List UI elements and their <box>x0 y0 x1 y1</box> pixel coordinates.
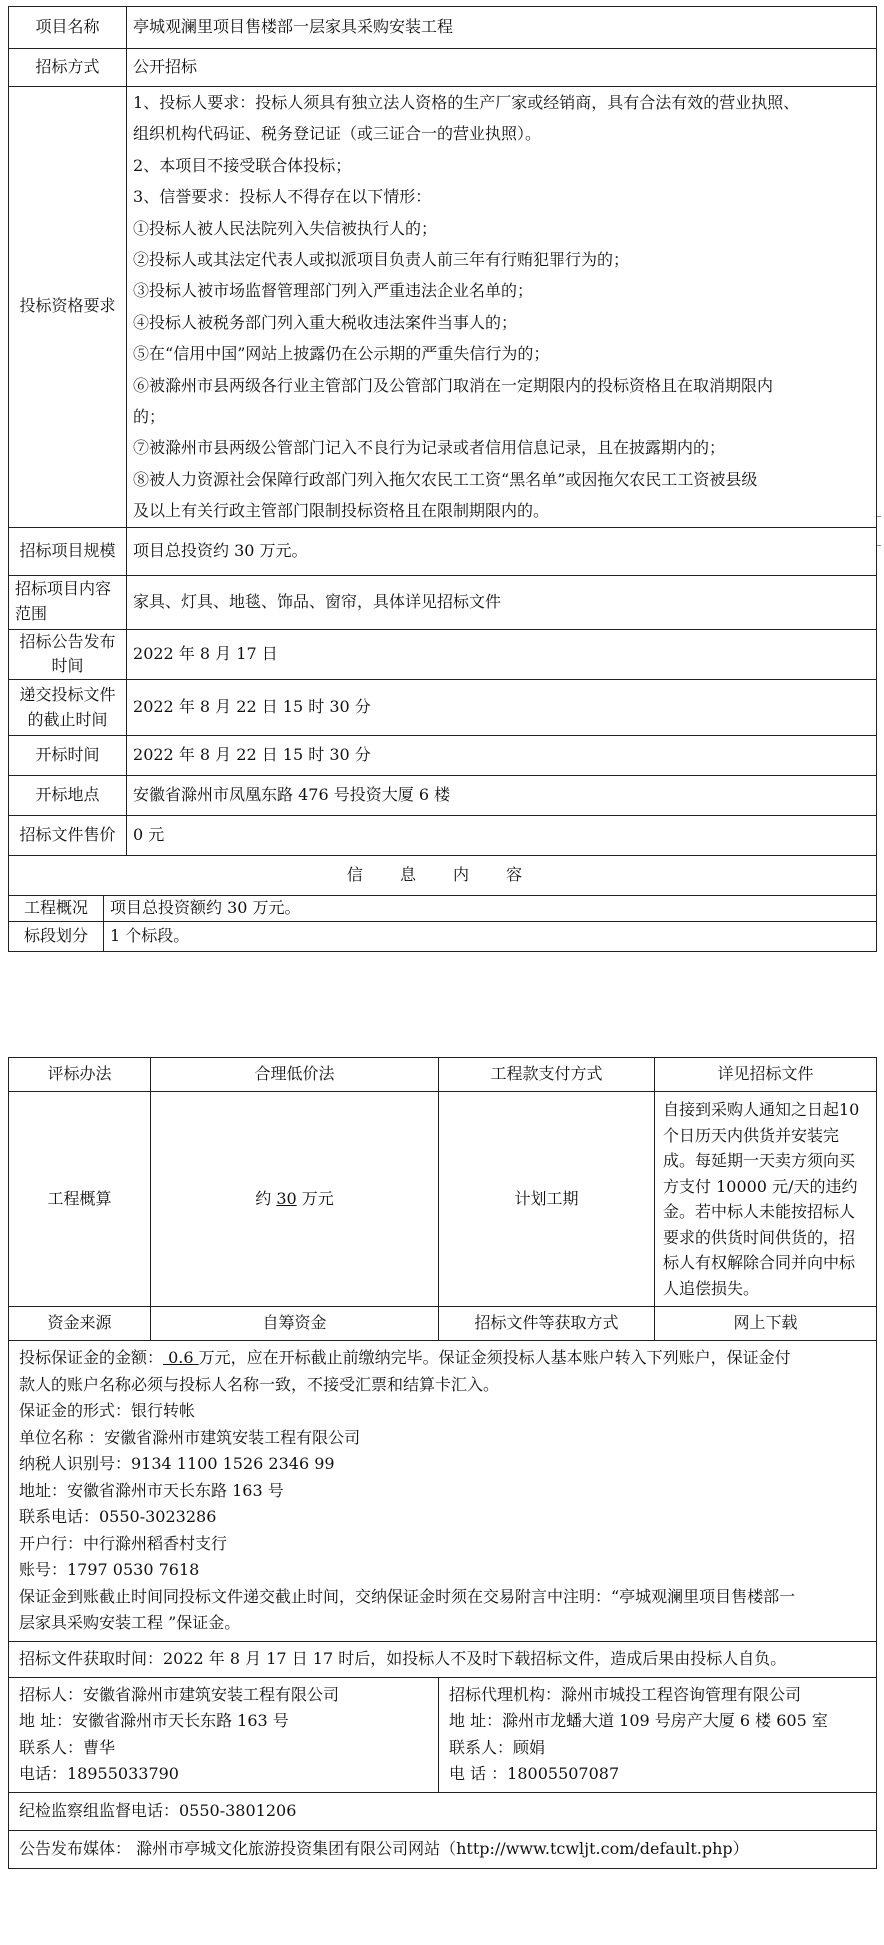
bond-amount-prefix: 投标保证金的金额： <box>19 1348 164 1367</box>
overview-label: 工程概况 <box>9 896 104 922</box>
qualification-line: ⑥被滁州市县两级各行业主管部门及公管部门取消在一定期限内的投标资格且在取消期限内 <box>133 375 774 395</box>
qualification-line: ②投标人或其法定代表人或拟派项目负责人前三年有行贿犯罪行为的； <box>133 250 630 270</box>
scope-value: 家具、灯具、地毯、饰品、窗帘，具体详见招标文件 <box>127 575 877 629</box>
info-header: 信 息 内 容 <box>9 856 877 896</box>
bond-address: 地址：安徽省滁州市天长东路 163 号 <box>19 1480 284 1500</box>
evaluation-value: 合理低价法 <box>151 1058 439 1092</box>
agent-phone: 电 话 ：18005507087 <box>449 1764 620 1783</box>
tenderer-contact: 联系人：曹华 <box>19 1737 116 1757</box>
publish-media: 公告发布媒体： 滁州市亭城文化旅游投资集团有限公司网站（http://www.tcwljt.com/default.php） <box>9 1830 877 1868</box>
docs-method-label: 招标文件等获取方式 <box>439 1307 655 1341</box>
qualification-line: ④投标人被税务部门列入重大税收违法案件当事人的； <box>133 312 518 332</box>
row-qualification <box>9 87 877 528</box>
qualification-line: 组织机构代码证、税务登记证（或三证合一的营业执照）。 <box>133 124 542 144</box>
bond-amount-suffix: 万元，应在开标截止前缴纳完毕。保证金须投标人基本账户转入下列账户，保证金付 <box>198 1348 791 1367</box>
docs-method-value: 网上下载 <box>655 1307 877 1341</box>
price-label: 招标文件售价 <box>9 816 127 856</box>
row-scale <box>9 527 877 575</box>
tenderer-address: 地 址：安徽省滁州市天长东路 163 号 <box>19 1711 289 1730</box>
project-name-label: 项目名称 <box>9 7 127 49</box>
scale-label: 招标项目规模 <box>9 527 127 575</box>
bond-amount: 0.6 <box>163 1348 199 1367</box>
overview-value: 项目总投资额约 30 万元。 <box>104 896 877 922</box>
row-overview <box>9 896 877 922</box>
row-project-name <box>9 7 877 49</box>
qualification-line: 1、投标人要求：投标人须具有独立法人资格的生产厂家或经销商，具有合法有效的营业执照、 <box>133 93 800 112</box>
sections-label: 标段划分 <box>9 922 104 952</box>
scope-label: 招标项目内容范围 <box>9 575 127 629</box>
tender-info-table <box>8 6 877 952</box>
row-method <box>9 49 877 87</box>
qualification-label: 投标资格要求 <box>9 87 127 528</box>
bond-note: 层家具采购安装工程 ”保证金。 <box>19 1613 241 1632</box>
row-bond <box>9 1341 877 1642</box>
funding-label: 资金来源 <box>9 1307 151 1341</box>
bond-form: 保证金的形式：银行转帐 <box>19 1401 196 1420</box>
bond-unit: 单位名称 ：安徽省滁州市建筑安装工程有限公司 <box>19 1427 361 1447</box>
agent-info <box>439 1677 877 1792</box>
row-evaluation <box>9 1058 877 1092</box>
method-value: 公开招标 <box>127 49 877 87</box>
qualification-line: 3、信誉要求：投标人不得存在以下情形： <box>133 187 432 207</box>
estimate-prefix: 约 <box>255 1188 277 1208</box>
qualification-line: ③投标人被市场监督管理部门列入严重违法企业名单的； <box>133 281 534 301</box>
qualification-line: 的； <box>133 407 166 427</box>
estimate-label: 工程概算 <box>9 1092 151 1307</box>
bond-info <box>9 1341 877 1642</box>
funding-value: 自筹资金 <box>151 1307 439 1341</box>
payment-label: 工程款支付方式 <box>439 1058 655 1092</box>
tender-detail-table <box>8 1057 877 1869</box>
duration-value: 自接到采购人通知之日起10 个日历天内供货并安装完成。每延期一天卖方须向买方支付 10000 元/天的违约金。若中标人未能按招标人要求的供货时间供货的，招标人有权解除合同并向中标人追偿损失。 <box>655 1092 877 1307</box>
evaluation-label: 评标办法 <box>9 1058 151 1092</box>
row-contacts <box>9 1677 877 1792</box>
tenderer-info <box>9 1677 439 1792</box>
price-value: 0 元 <box>127 816 877 856</box>
row-sections <box>9 922 877 952</box>
bond-account: 账号：1797 0530 7618 <box>19 1560 200 1579</box>
docs-time: 招标文件获取时间：2022 年 8 月 17 日 17 时后，如投标人不及时下载招标文件，造成后果由投标人自负。 <box>9 1641 877 1677</box>
tenderer-phone: 电话：18955033790 <box>19 1764 179 1783</box>
row-media <box>9 1830 877 1868</box>
qualification-line: 2、本项目不接受联合体投标； <box>133 155 352 175</box>
duration-label: 计划工期 <box>439 1092 655 1307</box>
supervision-phone: 纪检监察组监督电话：0550-3801206 <box>9 1792 877 1830</box>
qualification-line: 及以上有关行政主管部门限制投标资格且在限制期限内的。 <box>133 501 550 521</box>
qualification-line: ⑤在“信用中国”网站上披露仍在公示期的严重失信行为的； <box>133 344 550 364</box>
row-estimate <box>9 1092 877 1307</box>
method-label: 招标方式 <box>9 49 127 87</box>
bond-bank: 开户行：中行滁州稻香村支行 <box>19 1533 228 1553</box>
bond-line: 款人的账户名称必须与投标人名称一致，不接受汇票和结算卡汇入。 <box>19 1374 500 1394</box>
project-name-value: 亭城观澜里项目售楼部一层家具采购安装工程 <box>127 7 877 49</box>
estimate-suffix: 万元 <box>296 1188 334 1208</box>
bond-phone: 联系电话：0550-3023286 <box>19 1507 217 1526</box>
row-funding <box>9 1307 877 1341</box>
bond-tax-id: 纳税人识别号：9134 1100 1526 2346 99 <box>19 1454 335 1473</box>
payment-value: 详见招标文件 <box>655 1058 877 1092</box>
margin-mark <box>877 545 881 546</box>
open-place-value: 安徽省滁州市凤凰东路 476 号投资大厦 6 楼 <box>127 776 877 816</box>
row-supervision <box>9 1792 877 1830</box>
open-time-label: 开标时间 <box>9 736 127 776</box>
agent-address: 地 址：滁州市龙蟠大道 109 号房产大厦 6 楼 605 室 <box>449 1711 828 1730</box>
deadline-label: 递交投标文件的截止时间 <box>9 680 127 736</box>
deadline-value: 2022 年 8 月 22 日 15 时 30 分 <box>127 680 877 736</box>
row-deadline <box>9 680 877 736</box>
qualification-line: ⑧被人力资源社会保障行政部门列入拖欠农民工工资“黑名单”或因拖欠农民工工资被县级 <box>133 469 758 489</box>
publish-date-label: 招标公告发布时间 <box>9 629 127 680</box>
agent-name: 招标代理机构：滁州市城投工程咨询管理有限公司 <box>449 1684 802 1704</box>
qualification-line: ⑦被滁州市县两级公管部门记入不良行为记录或者信用信息记录，且在披露期内的； <box>133 438 726 458</box>
margin-mark <box>877 516 881 517</box>
row-price <box>9 816 877 856</box>
sections-value: 1 个标段。 <box>104 922 877 952</box>
open-time-value: 2022 年 8 月 22 日 15 时 30 分 <box>127 736 877 776</box>
bond-amount-line <box>19 1345 866 1372</box>
scale-value: 项目总投资约 30 万元。 <box>127 527 877 575</box>
open-place-label: 开标地点 <box>9 776 127 816</box>
row-publish-date <box>9 629 877 680</box>
row-docs-time <box>9 1641 877 1677</box>
row-info-header <box>9 856 877 896</box>
qualification-line: ①投标人被人民法院列入失信被执行人的； <box>133 218 438 238</box>
qualification-list <box>127 87 877 528</box>
tenderer-name: 招标人：安徽省滁州市建筑安装工程有限公司 <box>19 1684 340 1704</box>
estimate-amount: 30 <box>276 1188 297 1208</box>
agent-contact: 联系人：顾娟 <box>449 1737 546 1757</box>
row-open-place <box>9 776 877 816</box>
publish-date-value: 2022 年 8 月 17 日 <box>127 629 877 680</box>
bond-note: 保证金到账截止时间同投标文件递交截止时间，交纳保证金时须在交易附言中注明：“亭城观澜里项目售楼部一 <box>19 1586 796 1606</box>
estimate-value <box>151 1092 439 1307</box>
row-scope <box>9 575 877 629</box>
row-open-time <box>9 736 877 776</box>
